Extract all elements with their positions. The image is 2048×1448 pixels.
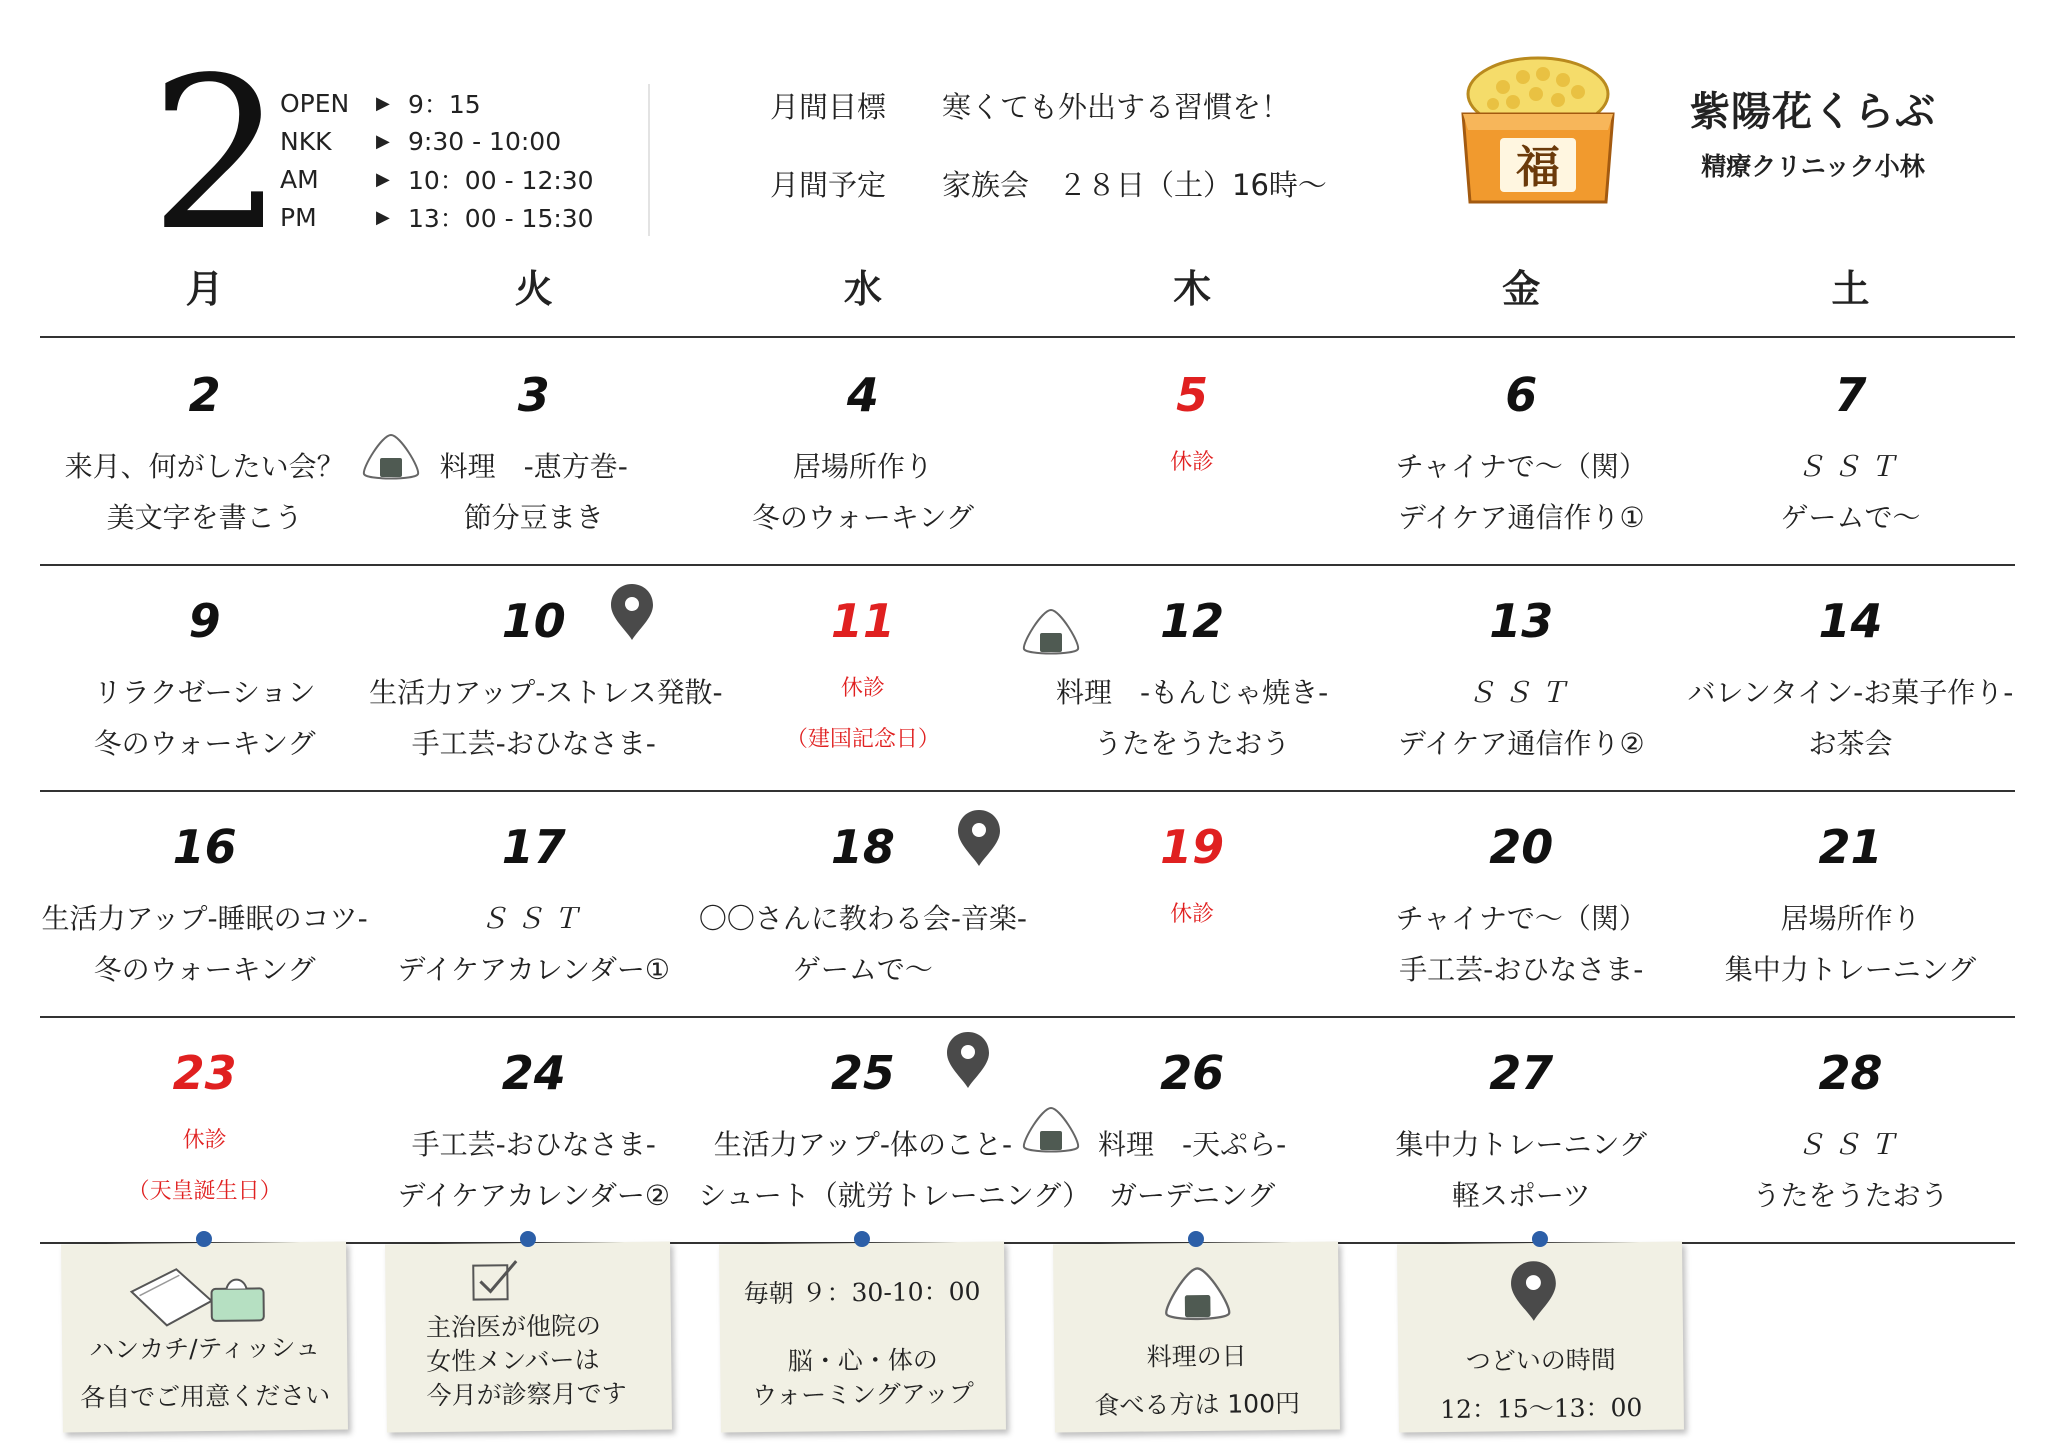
brand-logo bbox=[1690, 80, 1936, 183]
activity-1: 生活力アップ-体のこと- bbox=[713, 1128, 1013, 1161]
day-cell bbox=[1028, 792, 1357, 1016]
activity-1: 来月、何がしたい会？ bbox=[64, 450, 345, 483]
map-pin-icon bbox=[955, 808, 1003, 868]
hours-row-pm bbox=[280, 198, 608, 236]
brand-name: 紫陽花くらぶ bbox=[1690, 89, 1936, 135]
activity-2: お茶会 bbox=[1808, 727, 1893, 760]
activity-2: 軽スポーツ bbox=[1451, 1179, 1591, 1212]
hours-row-am bbox=[280, 160, 608, 198]
activity-2: ゲームで～ bbox=[792, 953, 933, 986]
onigiri-icon bbox=[1020, 607, 1082, 657]
play-arrow-icon: ▶ bbox=[376, 92, 390, 114]
note-line: 主治医が他院の bbox=[425, 1311, 602, 1343]
activity-2: デイケア通信作り② bbox=[1397, 727, 1645, 760]
weekday-fri: 金 bbox=[1502, 267, 1541, 311]
day-number: 27 bbox=[1489, 1046, 1554, 1100]
day-number: 23 bbox=[172, 1046, 237, 1100]
plan-label: 月間予定 bbox=[770, 167, 887, 202]
activity-1: チャイナで～（関） bbox=[1395, 902, 1647, 935]
holiday-label: （天皇誕生日） bbox=[127, 1179, 282, 1204]
activity-1: ＳＳＴ bbox=[1796, 450, 1905, 483]
plan-text: 家族会 ２８日（土）16時～ bbox=[942, 167, 1327, 202]
note-line: 今月が診察月です bbox=[426, 1378, 627, 1411]
onigiri-icon bbox=[1161, 1265, 1234, 1324]
activity-2: デイケアカレンダー① bbox=[397, 953, 670, 986]
pushpin-icon bbox=[195, 1231, 211, 1247]
day-number: 6 bbox=[1505, 368, 1538, 422]
masu-char: 福 bbox=[1516, 142, 1560, 193]
play-arrow-icon: ▶ bbox=[376, 168, 390, 190]
activity-2: 冬のウォーキング bbox=[93, 727, 316, 760]
note-line: 料理の日 bbox=[1146, 1341, 1247, 1372]
day-cell bbox=[1686, 792, 2015, 1016]
day-number: 11 bbox=[830, 594, 895, 648]
activity-1: 居場所作り bbox=[1780, 902, 1921, 935]
sticky-note-gathering bbox=[1397, 1242, 1684, 1433]
activity-2: ゲームで～ bbox=[1780, 501, 1921, 534]
day-cell bbox=[40, 792, 369, 1016]
day-cell bbox=[369, 1018, 698, 1242]
day-cell bbox=[1357, 1018, 1686, 1242]
day-number: 21 bbox=[1818, 820, 1883, 874]
day-number: 2 bbox=[188, 368, 221, 422]
day-number: 12 bbox=[1160, 594, 1225, 648]
day-number: 19 bbox=[1160, 820, 1225, 874]
goal-text: 寒くても外出する習慣を！ bbox=[942, 89, 1291, 124]
hours-time: 9：15 bbox=[408, 90, 481, 119]
day-number: 18 bbox=[830, 820, 895, 874]
note-line: 女性メンバーは bbox=[426, 1345, 600, 1377]
day-number: 24 bbox=[501, 1046, 566, 1100]
weekday-header bbox=[40, 258, 2015, 313]
monthly-goals bbox=[770, 66, 1327, 222]
day-number: 17 bbox=[501, 820, 566, 874]
activity-1: 手工芸-おひなさま- bbox=[411, 1128, 656, 1161]
sticky-note-warmup bbox=[719, 1242, 1006, 1433]
day-cell bbox=[369, 792, 698, 1016]
day-cell bbox=[1686, 566, 2015, 790]
play-arrow-icon: ▶ bbox=[376, 206, 390, 228]
closed-label: 休診 bbox=[1170, 450, 1215, 475]
weekday-thu: 木 bbox=[1173, 267, 1212, 311]
activity-1: バレンタイン-お菓子作り- bbox=[1687, 676, 2014, 709]
note-line: ハンカチ/ティッシュ bbox=[89, 1332, 321, 1365]
activity-1: ＳＳＴ bbox=[1796, 1128, 1905, 1161]
brand-subtitle: 精療クリニック小林 bbox=[1701, 152, 1925, 181]
activity-2: うたをうたおう bbox=[1094, 727, 1291, 760]
day-number: 10 bbox=[501, 594, 566, 648]
activity-1: 居場所作り bbox=[792, 450, 933, 483]
activity-1: 生活力アップ-ストレス発散- bbox=[369, 676, 723, 709]
map-pin-icon bbox=[944, 1030, 992, 1090]
pushpin-icon bbox=[1187, 1231, 1203, 1247]
onigiri-icon bbox=[360, 432, 422, 482]
closed-label: 休診 bbox=[1170, 902, 1215, 927]
day-cell bbox=[1357, 340, 1686, 564]
hours-table bbox=[280, 84, 650, 236]
hours-label: PM bbox=[280, 202, 317, 232]
hours-label: OPEN bbox=[280, 88, 350, 118]
activity-1: リラクゼーション bbox=[93, 676, 316, 709]
day-cell bbox=[40, 1018, 369, 1242]
note-line: 毎朝 ９：30-10：00 bbox=[743, 1276, 981, 1309]
closed-label: 休診 bbox=[182, 1128, 227, 1153]
activity-1: ＳＳＴ bbox=[479, 902, 588, 935]
activity-2: 美文字を書こう bbox=[106, 501, 303, 534]
map-pin-icon bbox=[1507, 1259, 1560, 1324]
day-cell bbox=[698, 566, 1027, 790]
day-number: 16 bbox=[172, 820, 237, 874]
pushpin-icon bbox=[853, 1231, 869, 1247]
day-cell bbox=[1357, 792, 1686, 1016]
day-cell bbox=[40, 340, 369, 564]
week-row bbox=[40, 792, 2015, 1018]
note-line: 12：15～13：00 bbox=[1439, 1392, 1643, 1425]
activity-1: チャイナで～（関） bbox=[1395, 450, 1647, 483]
note-line: 脳・心・体の bbox=[787, 1345, 938, 1376]
goal-row bbox=[770, 66, 1327, 144]
day-cell bbox=[1357, 566, 1686, 790]
plan-row bbox=[770, 144, 1327, 222]
day-cell bbox=[1686, 340, 2015, 564]
closed-label: 休診 bbox=[840, 676, 885, 701]
activity-2: うたをうたおう bbox=[1752, 1179, 1949, 1212]
hours-label: AM bbox=[280, 164, 319, 194]
month-number: 2 bbox=[150, 32, 284, 277]
checkbox-icon bbox=[470, 1257, 520, 1304]
hours-time: 10：00 - 12:30 bbox=[408, 166, 594, 195]
day-cell bbox=[1028, 340, 1357, 564]
day-number: 4 bbox=[846, 368, 879, 422]
fuku-masu-icon bbox=[1448, 52, 1628, 212]
activity-2: 節分豆まき bbox=[463, 501, 604, 534]
day-number: 7 bbox=[1834, 368, 1867, 422]
map-pin-icon bbox=[608, 582, 656, 642]
goal-label: 月間目標 bbox=[770, 89, 887, 124]
day-number: 25 bbox=[830, 1046, 895, 1100]
activity-1: 料理 -もんじゃ焼き- bbox=[1055, 676, 1329, 709]
day-number: 9 bbox=[188, 594, 221, 648]
note-line: 各自でご用意ください bbox=[79, 1380, 331, 1413]
day-number: 13 bbox=[1489, 594, 1554, 648]
week-row bbox=[40, 340, 2015, 566]
weekday-mon: 月 bbox=[185, 267, 224, 311]
note-line: つどいの時間 bbox=[1465, 1345, 1616, 1376]
activity-2: デイケア通信作り① bbox=[1397, 501, 1645, 534]
day-number: 20 bbox=[1489, 820, 1554, 874]
hours-label: NKK bbox=[280, 126, 332, 156]
hours-time: 9:30 - 10:00 bbox=[408, 126, 562, 156]
activity-1: 料理 -恵方巻- bbox=[439, 450, 628, 483]
onigiri-icon bbox=[1020, 1105, 1082, 1155]
day-number: 5 bbox=[1176, 368, 1209, 422]
week-row bbox=[40, 566, 2015, 792]
day-number: 3 bbox=[517, 368, 550, 422]
activity-2: 冬のウォーキング bbox=[93, 953, 316, 986]
activity-2: ガーデニング bbox=[1108, 1179, 1276, 1212]
hours-row-open bbox=[280, 84, 608, 122]
pushpin-icon bbox=[1531, 1231, 1547, 1247]
sticky-note-handkerchief bbox=[61, 1242, 348, 1433]
weekday-sat: 土 bbox=[1831, 267, 1870, 311]
activity-1: ＳＳＴ bbox=[1467, 676, 1576, 709]
sticky-note-checkup bbox=[385, 1242, 672, 1433]
handkerchief-tissue-icon bbox=[121, 1260, 272, 1332]
activity-1: 〇〇さんに教わる会-音楽- bbox=[698, 902, 1028, 935]
activity-2: 冬のウォーキング bbox=[751, 501, 974, 534]
day-number: 14 bbox=[1818, 594, 1883, 648]
day-cell bbox=[1686, 1018, 2015, 1242]
activity-2: 手工芸-おひなさま- bbox=[411, 727, 656, 760]
activity-1: 集中力トレーニング bbox=[1395, 1128, 1647, 1161]
day-cell bbox=[698, 340, 1027, 564]
weekday-tue: 火 bbox=[514, 267, 553, 311]
weekday-wed: 水 bbox=[843, 267, 882, 311]
activity-1: 生活力アップ-睡眠のコツ- bbox=[41, 902, 368, 935]
day-number: 28 bbox=[1818, 1046, 1883, 1100]
holiday-label: （建国記念日） bbox=[785, 727, 940, 752]
day-number: 26 bbox=[1160, 1046, 1225, 1100]
note-line: ウォーミングアップ bbox=[752, 1378, 975, 1411]
day-cell bbox=[40, 566, 369, 790]
pushpin-icon bbox=[519, 1231, 535, 1247]
activity-2: シュート（就労トレーニング） bbox=[698, 1179, 1091, 1212]
day-cell bbox=[1028, 566, 1357, 790]
hours-row-nkk bbox=[280, 122, 608, 160]
activity-2: 手工芸-おひなさま- bbox=[1399, 953, 1644, 986]
divider-line bbox=[40, 336, 2015, 338]
activity-2: 集中力トレーニング bbox=[1724, 953, 1977, 986]
play-arrow-icon: ▶ bbox=[376, 130, 390, 152]
note-line: 食べる方は 100円 bbox=[1094, 1388, 1301, 1421]
sticky-note-cooking bbox=[1053, 1242, 1340, 1433]
activity-1: 料理 -天ぷら- bbox=[1097, 1128, 1287, 1161]
hours-time: 13：00 - 15:30 bbox=[408, 204, 594, 233]
activity-2: デイケアカレンダー② bbox=[397, 1179, 670, 1212]
